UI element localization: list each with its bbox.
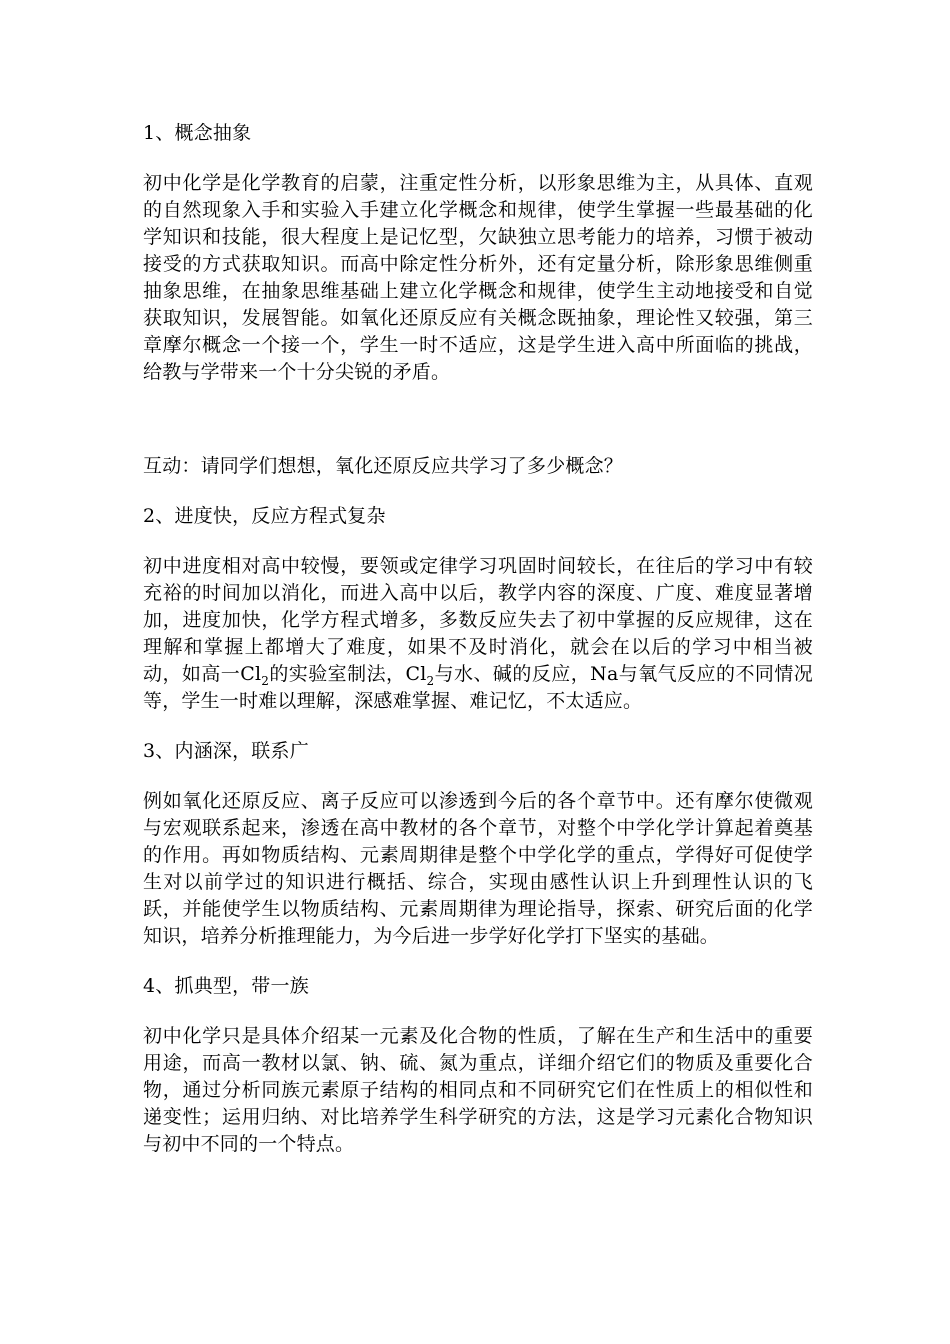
section-2-text-part2: 的实验室制法，Cl [269,663,427,685]
section-4-heading: 4、抓典型，带一族 [143,975,309,997]
spacer [143,409,813,453]
section-1-paragraph: 初中化学是化学教育的启蒙，注重定性分析，以形象思维为主，从具体、直观的自然现象入手和实验入手建立化学概念和规律，使学生掌握一些最基础的化学知识和技能，很大程度上是记忆型，欠缺独立思考能力的培养，习惯于被动接受的方式获取知识。而高中除定性分析外，还有定量分析，除形象思维侧重抽象思维，在抽象思维基础上建立化学概念和规律，使学生主动地接受和自觉获取知识，发展智能。如氧化还原反应有关概念既抽象，理论性又较强，第三章摩尔概念一个接一个，学生一时不适应，这是学生进入高中所面临的挑战，给教与学带来一个十分尖锐的矛盾。 [143,172,813,383]
section-2-text-part1: 初中进度相对高中较慢，要领或定律学习巩固时间较长，在往后的学习中有较充裕的时间加以消化，而进入高中以后，教学内容的深度、广度、难度显著增加，进度加快，化学方程式增多，多数反应失去了初中掌握的反应规律，这在理解和掌握上都增大了难度，如果不及时消化，就会在以后的学习中相当被动，如高一Cl [143,555,813,685]
section-3-heading: 3、内涵深，联系广 [143,740,309,762]
document-body [143,120,813,1181]
section-4-paragraph: 初中化学只是具体介绍某一元素及化合物的性质，了解在生产和生活中的重要用途，而高一教材以氯、钠、硫、氮为重点，详细介绍它们的物质及重要化合物，通过分析同族元素原子结构的相同点和不同研究它们在性质上的相似性和递变性；运用归纳、对比培养学生科学研究的方法，这是学习元素化合物知识与初中不同的一个特点。 [143,1025,813,1155]
section-3-paragraph: 例如氧化还原反应、离子反应可以渗透到今后的各个章节中。还有摩尔使微观与宏观联系起来，渗透在高中教材的各个章节，对整个中学化学计算起着奠基的作用。再如物质结构、元素周期律是整个中学化学的重点，学得好可促使学生对以前学过的知识进行概括、综合，实现由感性认识上升到理性认识的飞跃，并能使学生以物质结构、元素周期律为理论指导，探索、研究后面的化学知识，培养分析推理能力，为今后进一步学好化学打下坚实的基础。 [143,790,813,947]
section-2-paragraph [143,553,813,715]
section-2-text-part3: 与水、碱的反应，Na与氧气反应的不同情况等，学生一时难以理解，深感难掌握、难记忆，不太适应。 [143,663,813,712]
section-2-heading: 2、进度快，反应方程式复杂 [143,505,386,527]
subscript-2: 2 [426,673,435,688]
section-1-heading: 1、概念抽象 [143,122,252,144]
interaction-question: 互动：请同学们想想，氧化还原反应共学习了多少概念？ [143,455,624,477]
subscript-2: 2 [261,673,270,688]
